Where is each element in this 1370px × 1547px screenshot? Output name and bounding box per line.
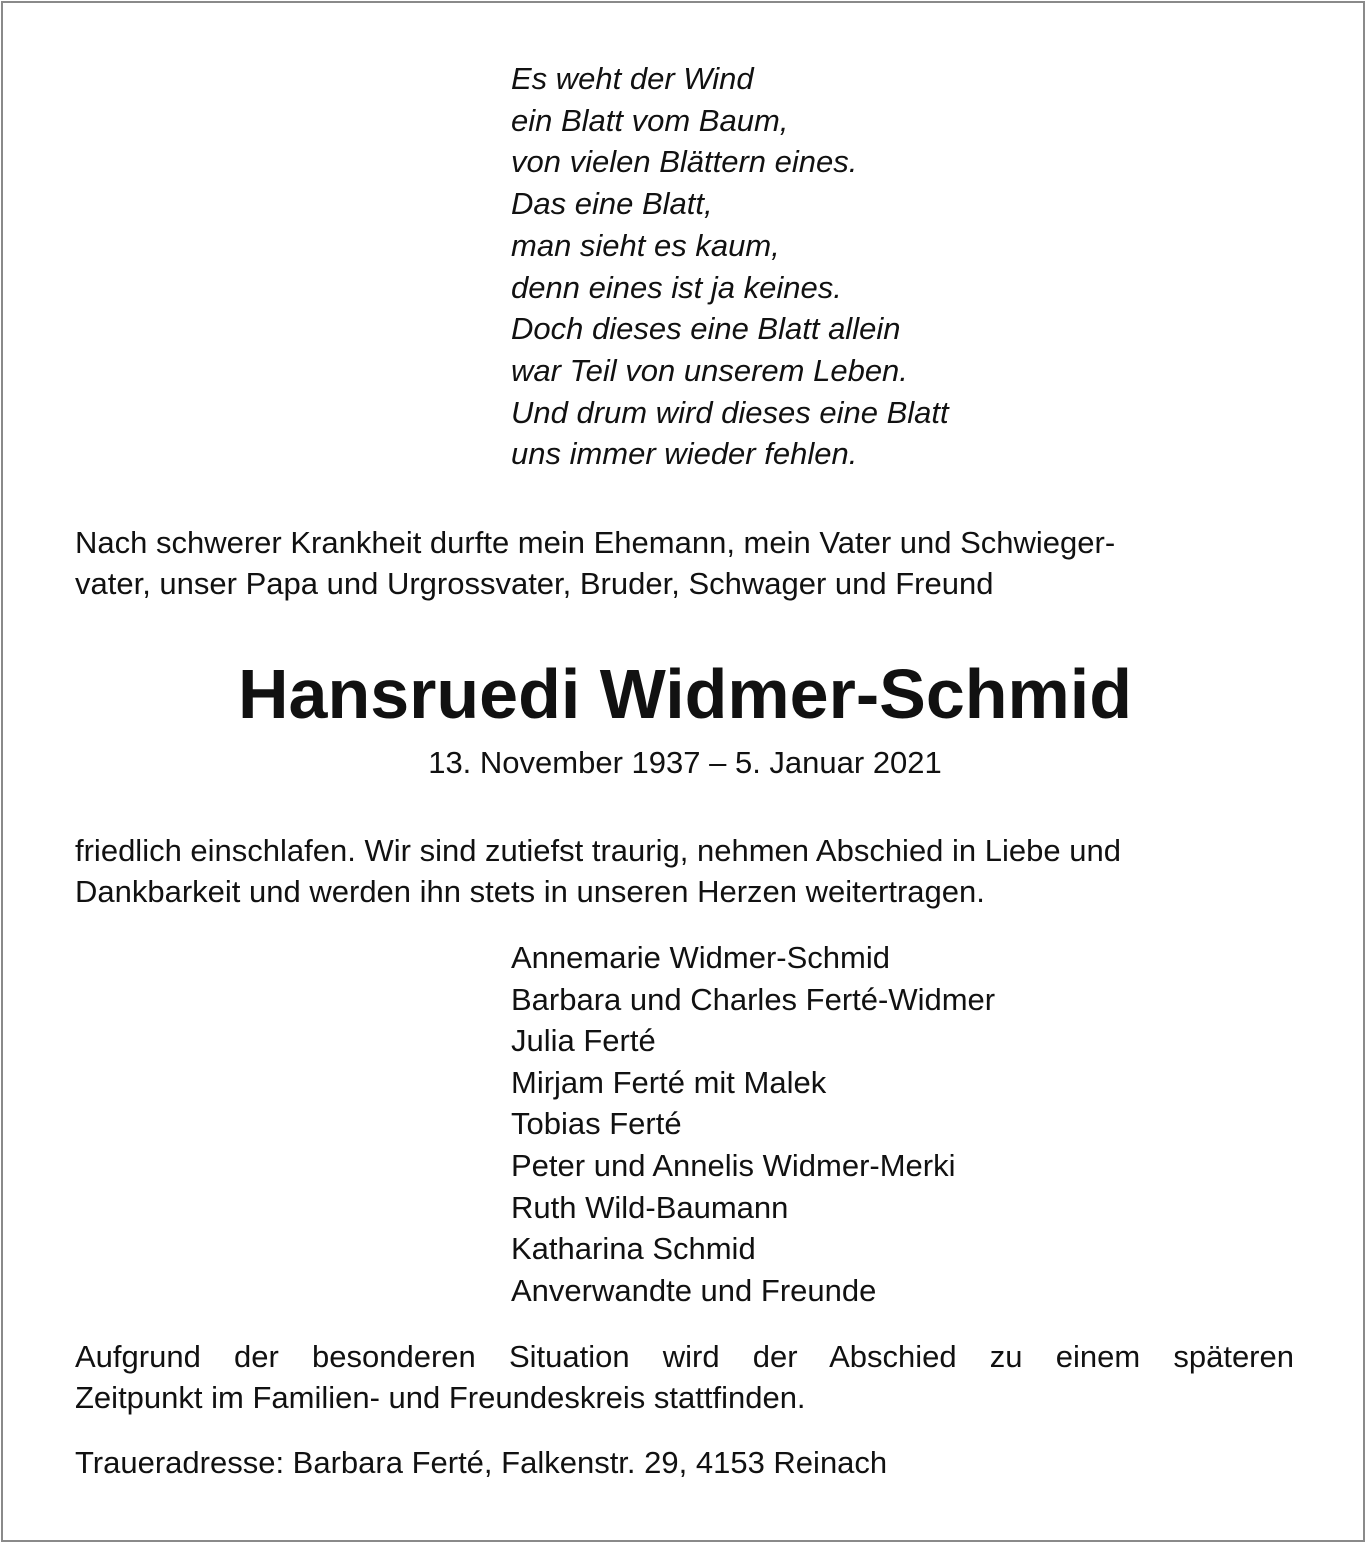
farewell-notice bbox=[75, 1336, 1294, 1418]
poem bbox=[511, 58, 949, 475]
poem-line: Und drum wird dieses eine Blatt bbox=[511, 394, 949, 430]
poem-line: von vielen Blättern eines. bbox=[511, 144, 858, 180]
notice-line: Zeitpunkt im Familien- und Freundeskreis stattfinden. bbox=[75, 1380, 806, 1415]
intro-text bbox=[75, 522, 1294, 604]
mourner-name: Barbara und Charles Ferté-Widmer bbox=[511, 981, 996, 1017]
intro-line: Nach schwerer Krankheit durfte mein Ehemann, mein Vater und Schwieger- bbox=[75, 525, 1116, 560]
poem-line: man sieht es kaum, bbox=[511, 227, 780, 263]
poem-line: Das eine Blatt, bbox=[511, 186, 713, 222]
mourner-name: Tobias Ferté bbox=[511, 1106, 682, 1142]
poem-line: uns immer wieder fehlen. bbox=[511, 436, 858, 472]
mourner-name: Mirjam Ferté mit Malek bbox=[511, 1064, 827, 1100]
mourner-name: Julia Ferté bbox=[511, 1023, 656, 1059]
poem-line: Es weht der Wind bbox=[511, 61, 754, 96]
notice-line: Aufgrund der besonderen Situation wird der Abschied zu einem späteren bbox=[75, 1339, 1294, 1374]
intro-line: vater, unser Papa und Urgrossvater, Bruder, Schwager und Freund bbox=[75, 566, 994, 601]
mourner-name: Annemarie Widmer-Schmid bbox=[511, 940, 890, 975]
poem-line: denn eines ist ja keines. bbox=[511, 269, 842, 305]
life-dates: 13. November 1937 – 5. Januar 2021 bbox=[428, 745, 942, 780]
mourning-address: Traueradresse: Barbara Ferté, Falkenstr. 29, 4153 Reinach bbox=[75, 1445, 888, 1480]
poem-line: ein Blatt vom Baum, bbox=[511, 102, 789, 138]
mourner-name: Katharina Schmid bbox=[511, 1231, 756, 1267]
deceased-name: Hansruedi Widmer-Schmid bbox=[238, 655, 1132, 733]
closing-line: Dankbarkeit und werden ihn stets in unseren Herzen weitertragen. bbox=[75, 874, 985, 909]
closing-text bbox=[75, 830, 1294, 912]
mourner-name: Peter und Annelis Widmer-Merki bbox=[511, 1147, 956, 1183]
poem-line: Doch dieses eine Blatt allein bbox=[511, 311, 901, 347]
poem-line: war Teil von unserem Leben. bbox=[511, 352, 908, 388]
mourners-list bbox=[511, 937, 995, 1311]
mourner-name: Anverwandte und Freunde bbox=[511, 1272, 877, 1308]
closing-line: friedlich einschlafen. Wir sind zutiefst traurig, nehmen Abschied in Liebe und bbox=[75, 833, 1121, 868]
mourner-name: Ruth Wild-Baumann bbox=[511, 1189, 789, 1225]
